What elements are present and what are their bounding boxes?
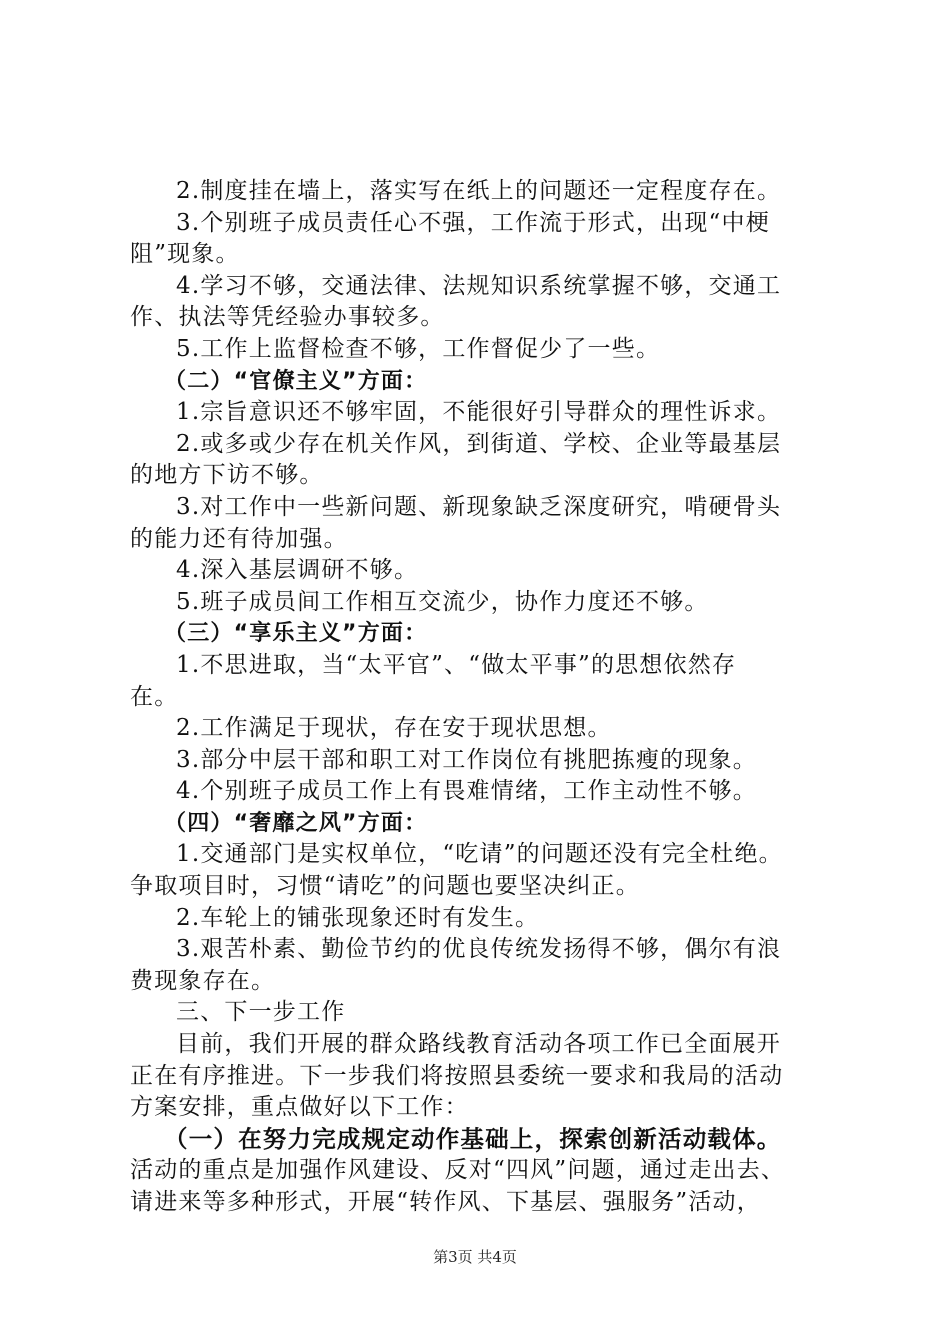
- paragraph-line: 1.宗旨意识还不够牢固，不能很好引导群众的理性诉求。: [176, 399, 782, 426]
- paragraph-line: 5.班子成员间工作相互交流少，协作力度还不够。: [176, 588, 709, 615]
- paragraph-line: 的地方下访不够。: [130, 462, 324, 489]
- paragraph-line: 3.对工作中一些新问题、新现象缺乏深度研究，啃硬骨头: [176, 493, 782, 520]
- paragraph-line: 3.个别班子成员责任心不强，工作流于形式，出现“中梗: [176, 209, 770, 236]
- paragraph-line: 争取项目时，习惯“请吃”的问题也要坚决纠正。: [130, 873, 640, 900]
- paragraph-line: 作、执法等凭经验办事较多。: [130, 304, 445, 331]
- section-heading: （三）“享乐主义”方面：: [164, 621, 428, 647]
- paragraph-line: 5.工作上监督检查不够，工作督促少了一些。: [176, 335, 661, 362]
- paragraph-line: 1.交通部门是实权单位，“吃请”的问题还没有完全杜绝。: [176, 841, 783, 868]
- paragraph-line: 目前，我们开展的群众路线教育活动各项工作已全面展开: [176, 1031, 781, 1058]
- paragraph-line: 2.工作满足于现状，存在安于现状思想。: [176, 715, 612, 742]
- paragraph-line: 活动的重点是加强作风建设、反对“四风”问题，通过走出去、: [130, 1157, 786, 1184]
- paragraph-line: 4.个别班子成员工作上有畏难情绪，工作主动性不够。: [176, 778, 757, 805]
- section-heading: （四）“奢靡之风”方面：: [164, 810, 428, 836]
- paragraph-line: 4.深入基层调研不够。: [176, 557, 419, 584]
- paragraph-line: 方案安排，重点做好以下工作：: [130, 1094, 469, 1121]
- paragraph-line: 2.制度挂在墙上，落实写在纸上的问题还一定程度存在。: [176, 178, 782, 204]
- paragraph-line: 费现象存在。: [130, 967, 276, 994]
- paragraph-line: 请进来等多种形式，开展“转作风、下基层、强服务”活动，: [130, 1189, 761, 1215]
- paragraph-line: 的能力还有待加强。: [130, 525, 348, 552]
- paragraph-line: 3.部分中层干部和职工对工作岗位有挑肥拣瘦的现象。: [176, 746, 757, 773]
- paragraph-line: 4.学习不够，交通法律、法规知识系统掌握不够，交通工: [176, 272, 782, 299]
- paragraph-line: 阻”现象。: [130, 241, 240, 268]
- paragraph-line: 2.车轮上的铺张现象还时有发生。: [176, 904, 540, 931]
- page-footer: 第3页 共4页: [433, 1248, 517, 1266]
- document-body: [130, 176, 830, 1219]
- paragraph-line: 2.或多或少存在机关作风，到街道、学校、企业等最基层: [176, 430, 782, 457]
- paragraph-line: 3.艰苦朴素、勤俭节约的优良传统发扬得不够，偶尔有浪: [176, 936, 782, 963]
- paragraph-line: 1.不思进取，当“太平官”、“做太平事”的思想依然存: [176, 651, 737, 678]
- paragraph-line: 在。: [130, 683, 179, 710]
- paragraph-line: 正在有序推进。下一步我们将按照县委统一要求和我局的活动: [130, 1062, 784, 1089]
- section-heading: （二）“官僚主义”方面：: [164, 368, 428, 394]
- section-heading: （一）在努力完成规定动作基础上，探索创新活动载体。: [164, 1124, 782, 1153]
- chapter-heading: 三、下一步工作: [176, 999, 346, 1026]
